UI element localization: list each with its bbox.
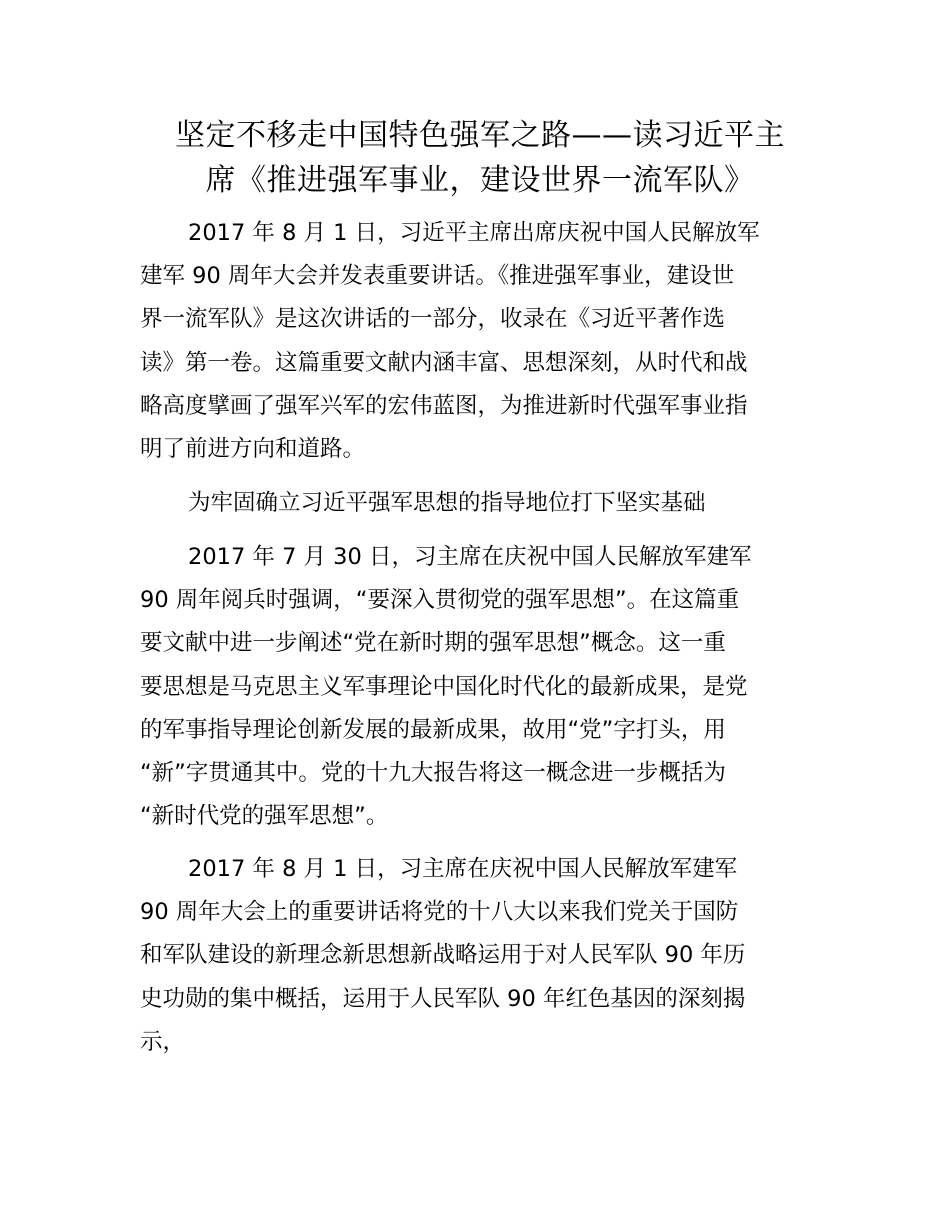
paragraph-line: 90 周年大会上的重要讲话将党的十八大以来我们党关于国防 (140, 899, 739, 926)
paragraph-line: 明了前进方向和道路。 (140, 436, 366, 463)
paragraph-line: 建军 90 周年大会并发表重要讲话。《推进强军事业，建设世 (140, 263, 735, 290)
paragraph-line: 的军事指导理论创新发展的最新成果，故用“党”字打头，用 (140, 716, 726, 743)
paragraph-line: 要思想是马克思主义军事理论中国化时代化的最新成果，是党 (140, 673, 748, 700)
paragraph-line: 略高度擘画了强军兴军的宏伟蓝图，为推进新时代强军事业指 (140, 392, 748, 419)
section-subheading (140, 482, 820, 525)
paragraph-line: 2017 年 8 月 1 日，习主席在庆祝中国人民解放军建军 (188, 856, 738, 882)
paragraph-line: 界一流军队》是这次讲话的一部分，收录在《习近平著作选 (140, 306, 726, 333)
paragraph-line: 和军队建设的新理念新思想新战略运用于对人民军队 90 年历 (140, 942, 746, 969)
title-line: 坚定不移走中国特色强军之路——读习近平主 (175, 118, 785, 153)
paragraph-line: “新”字贯通其中。党的十九大报告将这一概念进一步概括为 (140, 760, 726, 787)
subheading-text: 为牢固确立习近平强军思想的指导地位打下坚实基础 (188, 490, 706, 516)
paragraph-line: 2017 年 7 月 30 日，习主席在庆祝中国人民解放军建军 (188, 544, 752, 570)
paragraph-line: 史功勋的集中概括，运用于人民军队 90 年红色基因的深刻揭 (140, 985, 746, 1012)
paragraph-line: 2017 年 8 月 1 日，习近平主席出席庆祝中国人民解放军 (188, 220, 760, 246)
intro-paragraph (140, 212, 820, 471)
title-line: 席《推进强军事业，建设世界一流军队》 (205, 163, 755, 198)
paragraph-line: 要文献中进一步阐述“党在新时期的强军思想”概念。这一重 (140, 630, 726, 657)
paragraph-line: “新时代党的强军思想”。 (140, 803, 389, 830)
paragraph-line: 读》第一卷。这篇重要文献内涵丰富、思想深刻，从时代和战 (140, 349, 748, 376)
document-title (140, 113, 820, 203)
section-paragraph (140, 848, 820, 1064)
paragraph-line: 90 周年阅兵时强调，“要深入贯彻党的强军思想”。在这篇重 (140, 587, 740, 614)
paragraph-line: 示， (140, 1028, 186, 1055)
section-paragraph (140, 536, 820, 838)
